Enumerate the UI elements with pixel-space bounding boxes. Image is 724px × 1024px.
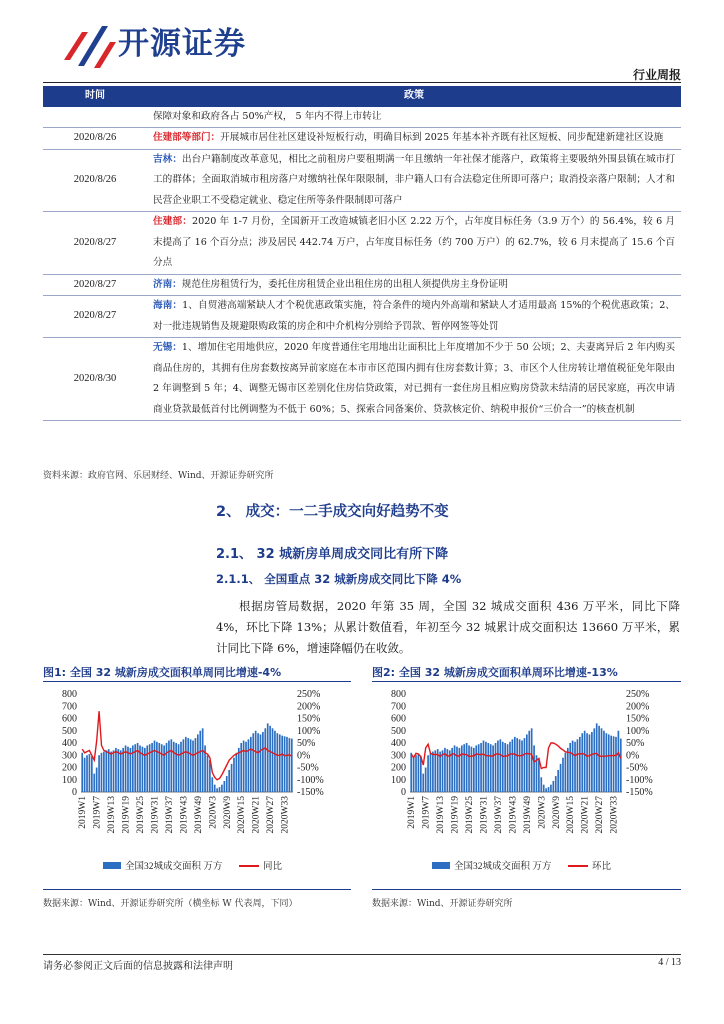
bar	[579, 737, 581, 792]
row-policy-text: 规范住房租赁行为，委托住房租赁企业出租住房的出租人须提供房主身份证明	[181, 278, 508, 290]
bar	[108, 749, 110, 792]
bar	[572, 741, 574, 792]
legend-bar-label: 全国32城成交面积 万方	[454, 862, 552, 872]
bar	[173, 742, 175, 792]
row-policy-text: 开展城市居住社区建设补短板行动，明确目标到 2025 年基本补齐既有社区短板、同步配建新建社区设施	[220, 132, 664, 143]
bar	[557, 770, 559, 792]
bar	[478, 744, 480, 792]
bar	[425, 768, 427, 793]
row-policy	[147, 296, 681, 338]
footer-disclaimer: 请务必参阅正文后面的信息披露和法律声明	[43, 961, 233, 972]
bar	[255, 731, 257, 792]
bar	[216, 788, 218, 792]
bar	[178, 744, 180, 792]
legend-bar-label: 全国32城成交面积 万方	[125, 862, 223, 872]
figure-2-chart	[372, 688, 681, 880]
x-tick-label: 2020W3	[208, 796, 219, 829]
bar	[415, 755, 417, 792]
row-policy	[147, 128, 681, 150]
bar	[146, 745, 148, 792]
table-row	[43, 274, 681, 296]
bar	[183, 739, 185, 792]
bar	[509, 742, 511, 792]
bar	[562, 758, 564, 792]
y-right-tick-label: 250%	[626, 689, 650, 700]
x-tick-label: 2019W49	[522, 796, 533, 834]
bar	[219, 787, 221, 792]
table-header-row	[43, 86, 681, 107]
bar	[166, 743, 168, 792]
legend-bar-swatch	[432, 862, 450, 869]
bar	[257, 733, 259, 792]
bar	[543, 785, 545, 792]
row-date: 2020/8/30	[43, 338, 147, 421]
bar	[105, 750, 107, 792]
row-date	[43, 107, 147, 128]
logo-mark-icon	[58, 22, 118, 72]
y-left-tick-label: 700	[391, 701, 406, 713]
bar	[269, 726, 271, 792]
bar	[593, 728, 595, 792]
bar	[413, 758, 415, 792]
bar	[434, 750, 436, 792]
bar	[84, 758, 86, 792]
x-tick-label: 2019W25	[465, 796, 476, 834]
legend-line-label: 同比	[263, 862, 283, 872]
bar	[103, 752, 105, 792]
bar	[613, 736, 615, 792]
bar	[466, 743, 468, 792]
bar	[86, 755, 88, 792]
bar	[281, 736, 283, 792]
figure-2-bottom-rule	[372, 889, 681, 890]
bar	[499, 739, 501, 792]
x-tick-label: 2019W1	[407, 796, 418, 829]
bar	[240, 743, 242, 792]
row-policy-text: 2020 年 1-7 月份，全国新开工改造城镇老旧小区 2.22 万个，占年度目标任务（3.9 万个）的 56.4%，较 6 月末提高了 16 个百分点；涉及居民 442.74 万户，占年度目标任务（约 700 万户）的 62.7%，较 6 月末提高了 15.6 个百分点	[153, 216, 676, 268]
row-date: 2020/8/26	[43, 128, 147, 150]
bar	[487, 743, 489, 792]
bar	[250, 737, 252, 792]
figure-2-rule	[372, 681, 681, 682]
legend-bar-swatch	[103, 862, 121, 869]
bar	[516, 738, 518, 792]
bar	[459, 748, 461, 792]
bar	[260, 734, 262, 792]
column-header-policy: 政策	[147, 86, 681, 107]
y-left-tick-label: 500	[391, 725, 406, 737]
row-policy	[147, 212, 681, 275]
bar	[291, 739, 293, 792]
y-right-tick-label: 50%	[626, 738, 645, 749]
row-date: 2020/8/27	[43, 212, 147, 275]
y-left-tick-label: 700	[62, 701, 77, 713]
y-left-tick-label: 300	[62, 750, 77, 762]
row-policy-text: 出台户籍制度改革意见，相比之前租房户要租期满一年且缴纳一年社保才能落户，政策将主要吸纳外围县镇在城市打工的群体；全面取消城市租房落户对缴纳社保年限限制，非户籍人口有合法稳定住所即可落户；取消投亲落户限制；人才和民营企业职工不受稳定就业、稳定住所等条件限制即可落户	[153, 153, 676, 206]
y-left-tick-label: 400	[62, 738, 77, 749]
bar	[199, 731, 201, 792]
bar	[490, 744, 492, 792]
bar	[610, 736, 612, 792]
bar	[195, 738, 197, 792]
bar	[591, 732, 593, 792]
bar	[231, 764, 233, 792]
bar	[497, 741, 499, 792]
bar	[456, 747, 458, 792]
y-right-tick-label: 0%	[626, 750, 640, 762]
bar	[533, 745, 535, 792]
bar	[410, 753, 412, 792]
x-tick-label: 2019W25	[136, 796, 147, 834]
bar	[618, 731, 620, 792]
bar	[550, 785, 552, 792]
x-tick-label: 2020W3	[537, 796, 548, 829]
bar	[461, 745, 463, 792]
x-tick-label: 2020W27	[595, 796, 606, 834]
x-tick-label: 2020W15	[237, 796, 248, 834]
bar	[233, 758, 235, 792]
bar	[519, 739, 521, 792]
bar	[427, 755, 429, 792]
row-policy-text: 1、增加住宅用地供应，2020 年度普通住宅用地出让面积比上年度增加不少于 50 公顷；2、夫妻离异后 2 年内购买商品住房的，其拥有住房套数按离异前家庭在本市市区范围内拥有住房套数计算；3、市区个人住房转让增值税征免年限由 2 年调整到 5 年；4、调整无锡市区差别化住房信贷政策，对已拥有一套住房且相应购房贷款未结清的居民家庭，再次申请商业贷款最低首付比例调整为不低于 60%；5、探索合同备案价、贷款核定价、纳税申报价“三价合一”的核查机制	[153, 342, 676, 415]
y-right-tick-label: -50%	[626, 762, 648, 774]
bar	[589, 734, 591, 792]
bar	[596, 723, 598, 792]
y-left-tick-label: 400	[391, 738, 406, 749]
bar	[454, 745, 456, 792]
row-policy	[147, 149, 681, 212]
bar	[615, 737, 617, 792]
bar	[475, 745, 477, 792]
bar	[620, 739, 622, 792]
bar	[545, 788, 547, 792]
x-tick-label: 2019W37	[164, 796, 175, 834]
bar	[202, 728, 204, 792]
x-tick-label: 2019W31	[479, 796, 490, 834]
bar	[605, 733, 607, 792]
figure-1-bottom-rule	[43, 889, 351, 890]
bar	[480, 743, 482, 792]
y-left-tick-label: 200	[391, 762, 406, 774]
bar	[197, 734, 199, 792]
bar	[567, 748, 569, 792]
x-tick-label: 2019W49	[193, 796, 204, 834]
policy-table	[43, 86, 681, 421]
table-row	[43, 296, 681, 338]
bar	[192, 741, 194, 792]
x-tick-label: 2019W1	[78, 796, 89, 829]
bar	[207, 755, 209, 792]
bar	[528, 731, 530, 792]
bar	[161, 744, 163, 792]
x-tick-label: 2019W7	[421, 796, 432, 829]
bar	[531, 728, 533, 792]
y-right-tick-label: 200%	[297, 701, 321, 713]
x-tick-label: 2019W31	[150, 796, 161, 834]
y-right-tick-label: -100%	[626, 774, 653, 786]
body-paragraph: 根据房管局数据，2020 年第 35 周，全国 32 城成交面积 436 万平米，同比下降 4%，环比下降 13%；从累计数值看，年初至今 32 城累计成交面积达 13660 万平米，累计同比下降 6%，增速降幅仍在收敛。	[216, 599, 680, 655]
bar	[93, 774, 95, 792]
bar	[221, 785, 223, 792]
y-right-tick-label: 200%	[626, 701, 650, 713]
x-tick-label: 2020W15	[566, 796, 577, 834]
bar	[439, 752, 441, 792]
table-row	[43, 149, 681, 212]
bar	[276, 733, 278, 792]
x-tick-label: 2019W37	[493, 796, 504, 834]
figure-1-source: 数据来源：Wind、开源证券研究所（横坐标 W 代表周，下同）	[43, 899, 298, 909]
header-divider	[43, 82, 681, 83]
bar	[170, 739, 172, 792]
bar	[89, 754, 91, 792]
y-left-tick-label: 600	[62, 713, 77, 725]
bar	[584, 731, 586, 792]
y-right-tick-label: -150%	[297, 787, 324, 798]
bar	[238, 748, 240, 792]
bar	[252, 733, 254, 792]
bar	[226, 776, 228, 792]
bar	[279, 734, 281, 792]
bar	[243, 741, 245, 792]
bar	[502, 742, 504, 792]
bar	[211, 777, 213, 792]
bar	[101, 753, 103, 792]
row-city: 无锡：	[153, 342, 182, 353]
bar	[552, 781, 554, 792]
y-right-tick-label: 50%	[297, 738, 316, 749]
bar	[264, 728, 266, 792]
bar	[569, 743, 571, 792]
bar	[272, 728, 274, 792]
figure-2-source: 数据来源：Wind、开源证券研究所	[372, 899, 513, 909]
x-tick-label: 2020W33	[280, 796, 291, 834]
bar	[91, 756, 93, 792]
bar	[223, 781, 225, 792]
figure-1-title: 图1: 全国 32 城新房成交面积单周同比增速-4%	[43, 666, 282, 679]
page-number: 4 / 13	[658, 957, 681, 968]
row-city: 住建部：	[153, 216, 192, 227]
figure-1-rule	[43, 681, 351, 682]
bar	[524, 738, 526, 792]
bar	[151, 743, 153, 792]
y-left-tick-label: 100	[62, 774, 77, 786]
y-left-tick-label: 0	[401, 787, 406, 798]
bar	[122, 748, 124, 792]
x-tick-label: 2020W21	[251, 796, 262, 834]
y-right-tick-label: -100%	[297, 774, 324, 786]
x-tick-label: 2020W33	[609, 796, 620, 834]
row-city: 海南：	[153, 300, 183, 311]
y-left-tick-label: 200	[62, 762, 77, 774]
bar	[598, 726, 600, 792]
row-date: 2020/8/27	[43, 296, 147, 338]
row-city: 吉林：	[153, 153, 183, 165]
x-tick-label: 2019W13	[436, 796, 447, 834]
row-city: 济南：	[153, 278, 182, 290]
y-right-tick-label: 0%	[297, 750, 311, 762]
bar	[156, 742, 158, 792]
y-left-tick-label: 300	[391, 750, 406, 762]
y-left-tick-label: 0	[72, 787, 77, 798]
x-tick-label: 2020W9	[551, 796, 562, 829]
bar	[422, 774, 424, 792]
bar	[507, 744, 509, 792]
bar	[586, 733, 588, 792]
y-right-tick-label: -150%	[626, 787, 653, 798]
row-policy	[147, 338, 681, 421]
figure-1-chart	[43, 688, 351, 880]
table-source-note: 资料来源：政府官网、乐居财经、Wind、开源证券研究所	[43, 471, 274, 481]
brand-name: 开源证券	[118, 26, 246, 62]
y-left-tick-label: 600	[391, 713, 406, 725]
bar	[565, 753, 567, 792]
bar	[286, 737, 288, 792]
bar	[117, 749, 119, 792]
bar	[495, 743, 497, 792]
bar	[149, 744, 151, 792]
bar	[548, 787, 550, 792]
row-policy-text: 保障对象和政府各占 50%产权， 5 年内不得上市转让	[153, 110, 382, 122]
x-tick-label: 2019W7	[92, 796, 103, 829]
bar	[110, 752, 112, 792]
bar	[228, 770, 230, 792]
x-tick-label: 2019W43	[179, 796, 190, 834]
bar	[442, 750, 444, 792]
subsubsection-heading: 2.1.1、 全国重点 32 城新房成交同比下降 4%	[216, 572, 462, 586]
bar	[463, 744, 465, 792]
bar	[262, 732, 264, 792]
table-row	[43, 212, 681, 275]
bar	[601, 728, 603, 792]
bar	[245, 742, 247, 792]
y-left-tick-label: 800	[391, 689, 406, 700]
bar	[504, 743, 506, 792]
bar	[190, 739, 192, 792]
y-right-tick-label: 100%	[626, 725, 650, 737]
bar	[432, 752, 434, 792]
table-row	[43, 338, 681, 421]
table-row	[43, 128, 681, 150]
bar	[154, 741, 156, 792]
bar	[187, 738, 189, 792]
y-left-tick-label: 100	[391, 774, 406, 786]
bar	[560, 764, 562, 792]
row-city: 住建部等部门：	[153, 132, 221, 143]
bar	[168, 741, 170, 792]
bar	[175, 743, 177, 792]
x-tick-label: 2019W43	[508, 796, 519, 834]
bar	[185, 737, 187, 792]
bar	[512, 739, 514, 792]
column-header-date: 时间	[43, 86, 147, 107]
bar	[98, 755, 100, 792]
table-row	[43, 107, 681, 128]
x-tick-label: 2019W13	[107, 796, 118, 834]
x-tick-label: 2019W19	[450, 796, 461, 834]
bar	[574, 742, 576, 792]
y-right-tick-label: 100%	[297, 725, 321, 737]
bar	[284, 736, 286, 792]
bar	[540, 777, 542, 792]
subsection-heading: 2.1、 32 城新房单周成交同比有所下降	[216, 547, 449, 562]
bar	[471, 747, 473, 792]
y-right-tick-label: 250%	[297, 689, 321, 700]
footer-divider	[43, 954, 681, 955]
row-policy	[147, 107, 681, 128]
bar	[603, 731, 605, 792]
row-policy	[147, 274, 681, 296]
y-left-tick-label: 500	[62, 725, 77, 737]
bar	[514, 737, 516, 792]
x-tick-label: 2020W9	[222, 796, 233, 829]
bar	[492, 745, 494, 792]
bar	[274, 731, 276, 792]
x-tick-label: 2020W21	[580, 796, 591, 834]
bar	[158, 743, 160, 792]
bar	[483, 741, 485, 792]
bar	[163, 745, 165, 792]
report-type-label: 行业周报	[632, 68, 681, 82]
row-date: 2020/8/27	[43, 274, 147, 296]
bar	[214, 785, 216, 792]
bar	[555, 776, 557, 792]
y-right-tick-label: 150%	[297, 713, 321, 725]
bar	[96, 768, 98, 793]
bar	[577, 739, 579, 792]
bar	[115, 748, 117, 792]
bar	[538, 760, 540, 792]
y-left-tick-label: 800	[62, 689, 77, 700]
bar	[420, 756, 422, 792]
y-right-tick-label: 150%	[626, 713, 650, 725]
bar	[236, 753, 238, 792]
bar	[113, 750, 115, 792]
bar	[267, 723, 269, 792]
bar	[526, 734, 528, 792]
bar	[289, 738, 291, 792]
bar	[248, 739, 250, 792]
x-tick-label: 2020W27	[266, 796, 277, 834]
row-policy-text: 1、自贸港高端紧缺人才个税优惠政策实施，符合条件的境内外高端和紧缺人才适用最高 15%的个税优惠政策；2、对一批违规销售及规避限购政策的房企和中介机构分别给予罚款、暂停网签等处罚	[153, 300, 675, 332]
bar	[521, 741, 523, 792]
bar	[430, 753, 432, 792]
section-heading: 2、 成交：一二手成交向好趋势不变	[216, 504, 449, 520]
bar	[468, 745, 470, 792]
bar	[485, 742, 487, 792]
bar	[81, 753, 83, 792]
bar	[608, 734, 610, 792]
bar	[180, 742, 182, 792]
bar	[120, 750, 122, 792]
bar	[418, 754, 420, 792]
legend-line-label: 环比	[592, 862, 612, 872]
row-date: 2020/8/26	[43, 149, 147, 212]
figure-2-title: 图2: 全国 32 城新房成交面积单周环比增速-13%	[372, 666, 618, 679]
x-tick-label: 2019W19	[121, 796, 132, 834]
bar	[581, 733, 583, 792]
y-right-tick-label: -50%	[297, 762, 319, 774]
